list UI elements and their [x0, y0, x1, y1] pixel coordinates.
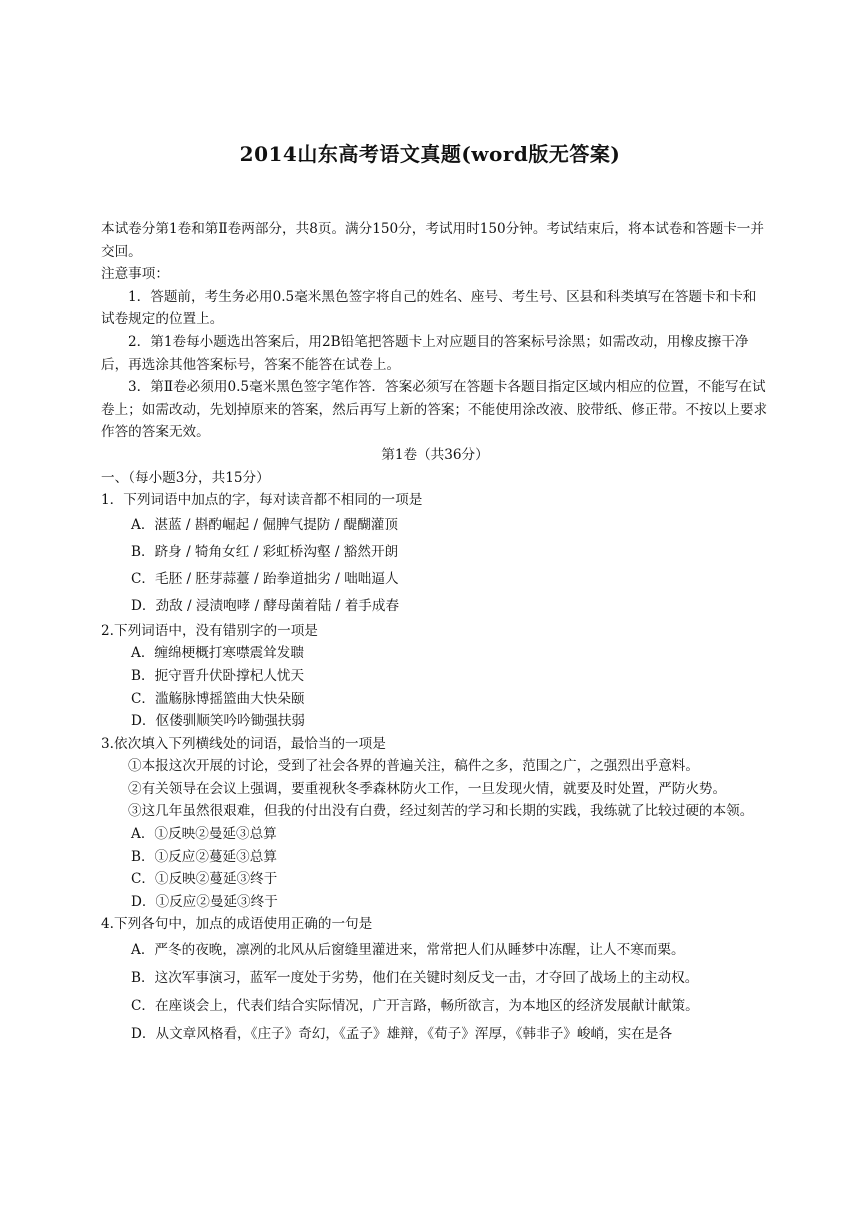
- question-3-option-d: D．①反应②曼延③终于: [131, 893, 278, 910]
- question-3-sentence: ③这几年虽然很艰难，但我的付出没有白费，经过刻苦的学习和长期的实践，我练就了比较过硬的本领。: [128, 803, 754, 820]
- question-2-stem: 2.下列词语中，没有错别字的一项是: [101, 622, 318, 639]
- notice-item: 3．第Ⅱ卷必须用0.5毫米黑色签字笔作答．答案必须写在答题卡各题目指定区域内相应的位置，不能写在试卷上；如需改动，先划掉原来的答案，然后再写上新的答案；不能使用涂改液、胶带纸、修正带。不按以上要求作答的答案无效。: [101, 379, 768, 441]
- question-2-option-a: A．缠绵梗概打寒噤震耸发聩: [131, 645, 304, 662]
- notice-item: 2．第1卷每小题选出答案后，用2B铅笔把答题卡上对应题目的答案标号涂黑；如需改动，用橡皮擦干净后，再选涂其他答案标号，答案不能答在试卷上。: [101, 333, 749, 373]
- question-2-option-c: C．滥觞脉博摇篮曲大快朵颐: [131, 690, 305, 707]
- question-4-option-a: A．严冬的夜晚，凛冽的北风从后窗缝里灌进来，常常把人们从睡梦中冻醒，让人不寒而栗。: [131, 942, 685, 959]
- question-4-option-b: B．这次军事演习，蓝军一度处于劣势，他们在关键时刻反戈一击，才夺回了战场上的主动权。: [131, 970, 699, 987]
- part-heading: 一、（每小题3分，共15分）: [101, 469, 270, 486]
- question-3-option-a: A．①反映②曼延③总算: [131, 826, 277, 843]
- question-2-option-b: B．扼守晋升伏卧撑杞人忧天: [131, 667, 305, 684]
- section-heading: 第1卷（共36分）: [381, 446, 489, 463]
- question-3-sentence: ①本报这次开展的讨论，受到了社会各界的普遍关注，稿件之多，范围之广，之强烈出乎意料。: [128, 758, 699, 775]
- question-1-option-b: B．跻身 / 犄角女红 / 彩虹桥沟壑 / 豁然开朗: [131, 543, 399, 560]
- question-1-option-d: D．劲敌 / 浸渍咆哮 / 酵母菌着陆 / 着手成春: [131, 597, 400, 614]
- question-4-stem: 4.下列各句中，加点的成语使用正确的一句是: [101, 916, 373, 933]
- page-title: 2014山东高考语文真题(word版无答案): [239, 142, 621, 166]
- question-1-option-c: C．毛胚 / 胚芽蒜薹 / 跆拳道拙劣 / 咄咄逼人: [131, 570, 399, 587]
- question-3-option-c: C．①反映②蔓延③终于: [131, 871, 278, 888]
- document-body: [101, 218, 769, 1048]
- notice-heading: 注意事项：: [101, 266, 169, 283]
- question-3-stem: 3.依次填入下列横线处的词语，最恰当的一项是: [101, 735, 386, 752]
- question-1-stem: 1．下列词语中加点的字，每对读音都不相同的一项是: [101, 492, 423, 509]
- intro-paragraph: 本试卷分第1卷和第Ⅱ卷两部分，共8页。满分150分，考试用时150分钟。考试结束后，将本试卷和答题卡一并交回。: [101, 221, 764, 260]
- question-3-option-b: B．①反应②蔓延③总算: [131, 848, 277, 865]
- question-3-sentence: ②有关领导在会议上强调，要重视秋冬季森林防火工作，一旦发现火情，就要及时处置，严防火势。: [128, 780, 727, 797]
- question-4-option-d: D．从文章风格看，《庄子》奇幻，《孟子》雄辩，《荀子》浑厚，《韩非子》峻峭，实在是各: [131, 1026, 673, 1043]
- question-2-option-d: D．伛偻驯顺笑吟吟锄强扶弱: [131, 713, 306, 730]
- question-1-option-a: A．湛蓝 / 斟酌崛起 / 倔脾气提防 / 醍醐灌顶: [131, 516, 398, 533]
- notice-item: 1．答题前，考生务必用0.5毫米黑色签字将自己的姓名、座号、考生号、区县和科类填写在答题卡和卡和试卷规定的位置上。: [101, 288, 757, 328]
- question-4-option-c: C．在座谈会上，代表们结合实际情况，广开言路，畅所欲言，为本地区的经济发展献计献策。: [131, 998, 699, 1015]
